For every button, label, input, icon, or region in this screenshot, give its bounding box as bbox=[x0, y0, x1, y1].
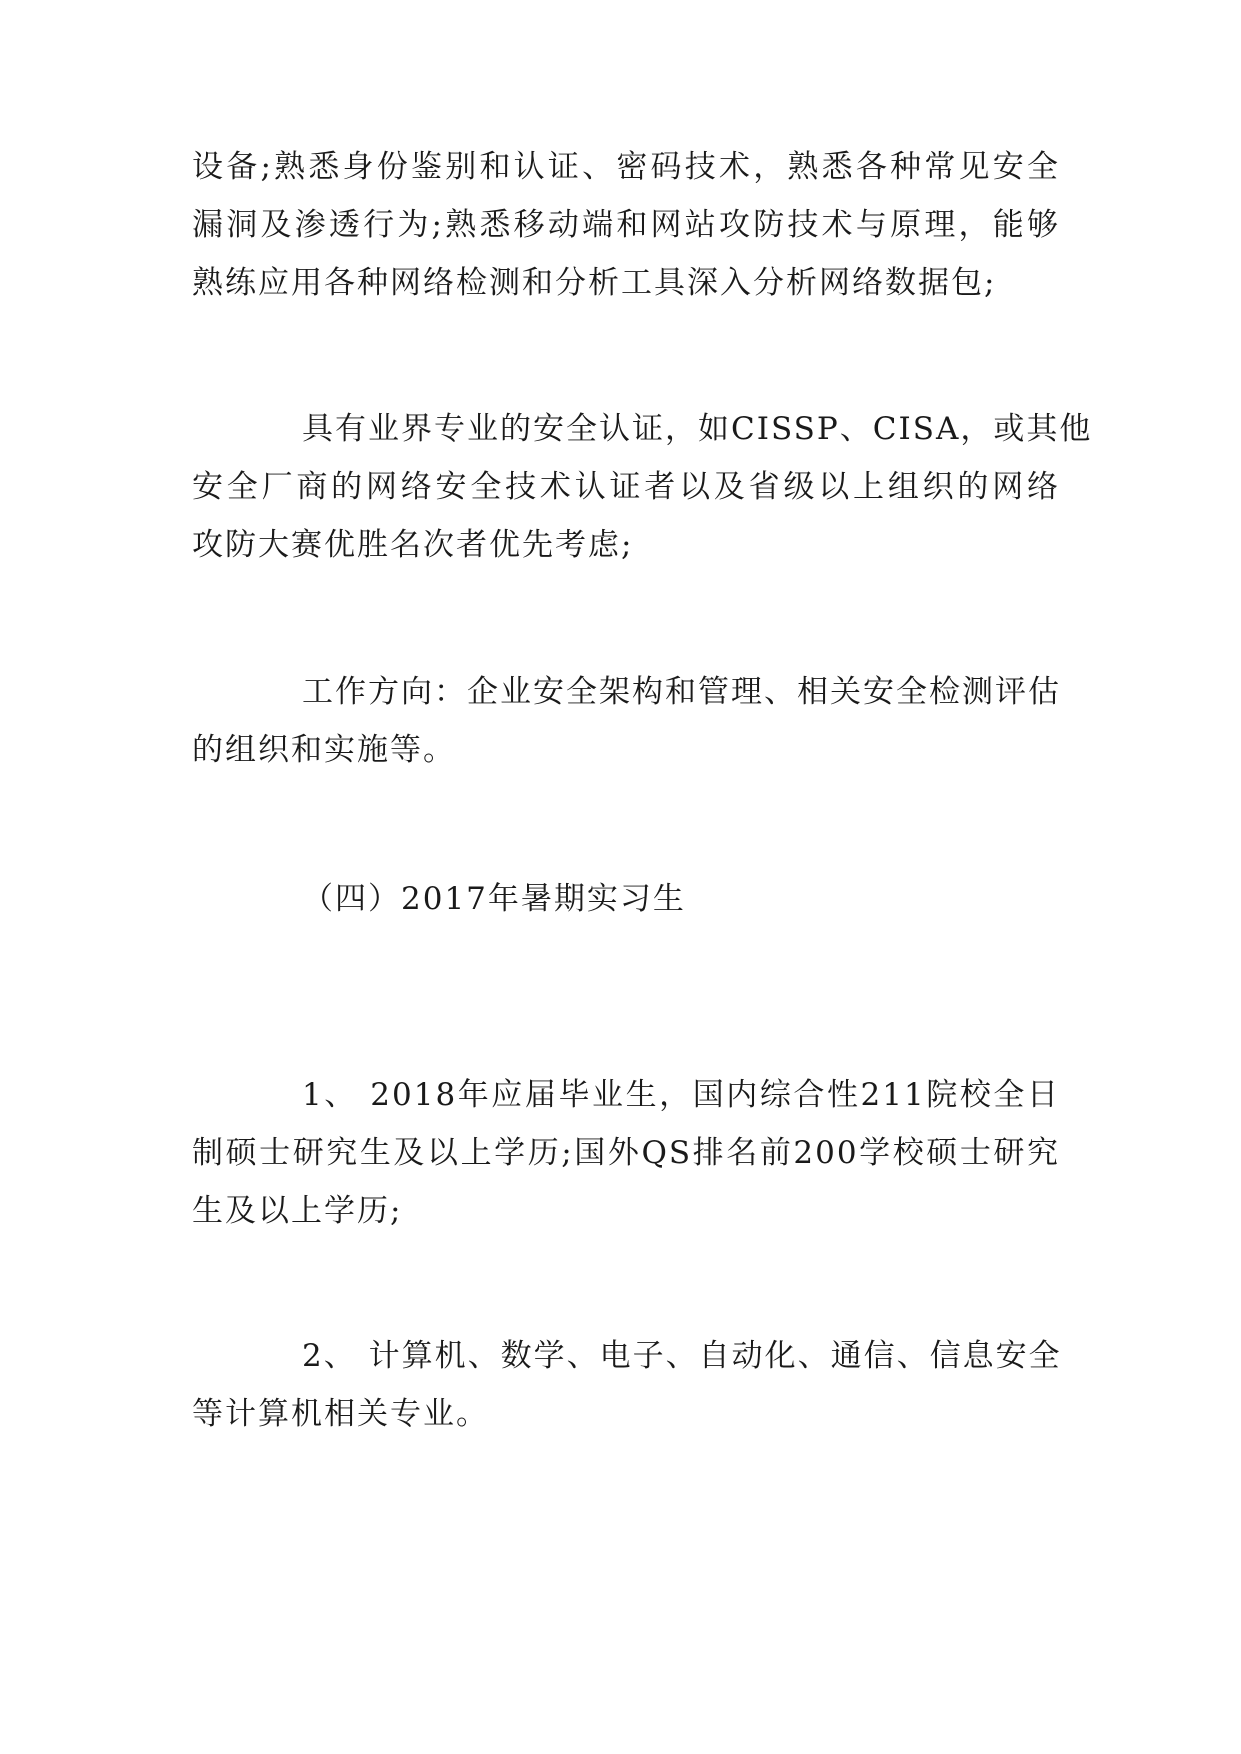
text-line: 漏洞及渗透行为;熟悉移动端和网站攻防技术与原理，能够 bbox=[192, 207, 1060, 243]
paragraph-certifications bbox=[192, 400, 1093, 574]
text-line: 攻防大赛优胜名次者优先考虑; bbox=[192, 527, 634, 563]
text-line: 具有业界专业的安全认证，如CISSP、CISA，或其他 bbox=[302, 411, 1093, 447]
paragraph-work-direction bbox=[192, 663, 1060, 779]
text-line: 工作方向：企业安全架构和管理、相关安全检测评估 bbox=[302, 674, 1061, 710]
paragraph-requirement-1 bbox=[192, 1066, 1060, 1240]
text-line: 的组织和实施等。 bbox=[192, 732, 456, 768]
text-line: 1、 2018年应届毕业生，国内综合性211院校全日 bbox=[302, 1077, 1060, 1113]
text-line: 设备;熟悉身份鉴别和认证、密码技术，熟悉各种常见安全 bbox=[192, 149, 1060, 185]
section-heading-interns bbox=[192, 870, 1060, 928]
text-line: 等计算机相关专业。 bbox=[192, 1396, 489, 1432]
paragraph-skills-continued bbox=[192, 138, 1060, 312]
text-line: 2、 计算机、数学、电子、自动化、通信、信息安全 bbox=[302, 1338, 1062, 1374]
section-heading: （四）2017年暑期实习生 bbox=[302, 881, 686, 917]
text-line: 安全厂商的网络安全技术认证者以及省级以上组织的网络 bbox=[192, 469, 1060, 505]
text-line: 生及以上学历; bbox=[192, 1193, 403, 1229]
paragraph-requirement-2 bbox=[192, 1327, 1060, 1443]
text-line: 熟练应用各种网络检测和分析工具深入分析网络数据包; bbox=[192, 265, 997, 301]
text-line: 制硕士研究生及以上学历;国外QS排名前200学校硕士研究 bbox=[192, 1135, 1060, 1171]
